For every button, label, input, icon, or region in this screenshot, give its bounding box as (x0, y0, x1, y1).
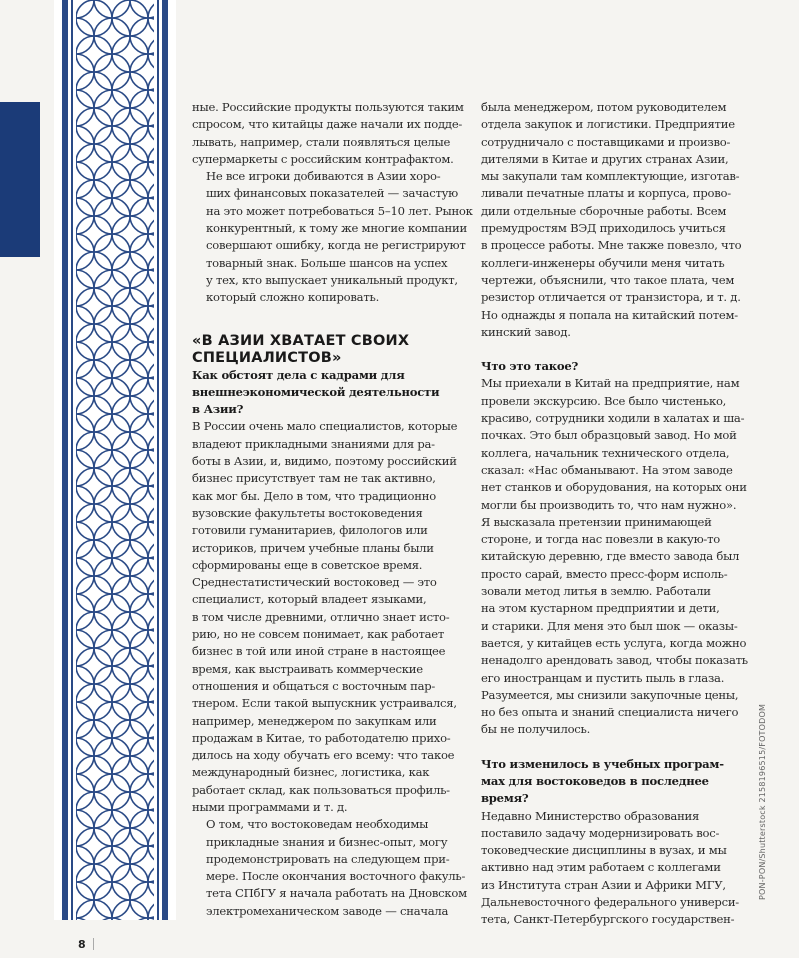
text-line: сказал: «Нас обманывают. На этом заводе (481, 462, 733, 477)
text-line: конкурентный, к тому же многие компании (206, 221, 467, 236)
text-line: «В АЗИИ ХВАТАЕТ СВОИХ (192, 332, 410, 349)
text-line: ших финансовых показателей — зачастую (206, 186, 459, 201)
text-line: супермаркеты с российским контрафактом. (192, 151, 454, 166)
text-line: рию, но не совсем понимает, как работает (192, 627, 445, 642)
text-line: спросом, что китайцы даже начали их подде- (192, 117, 463, 132)
paragraph (192, 168, 473, 306)
text-line: владеют прикладными знаниями для ра- (192, 436, 435, 451)
text-line: время, как выстраивать коммерческие (192, 661, 423, 676)
text-line: внешнеэкономической деятельности (192, 384, 440, 399)
text-line: в том числе древними, отлично знает исто- (192, 609, 450, 624)
text-line: продажам в Китае, то работодателю прихо- (192, 730, 451, 745)
border-rail (62, 0, 68, 920)
text-line: вается, у китайцев есть услуга, когда можно (481, 635, 747, 650)
left-column (192, 99, 473, 920)
text-line: была менеджером, потом руководителем (481, 100, 727, 114)
text-line: Я высказала претензии принимающей (481, 514, 712, 529)
text-line: Недавно Министерство образования (481, 808, 700, 823)
text-line: из Института стран Азии и Африки МГУ, (481, 877, 726, 892)
text-line: дителями в Китае и других странах Азии, (481, 151, 729, 166)
text-line: тнером. Если такой выпускник устраивался, (192, 696, 457, 711)
text-line: просто сарай, вместо пресс-форм исполь- (481, 566, 728, 581)
text-line: могли бы производить то, что нам нужно». (481, 497, 737, 512)
interview-question (192, 367, 454, 419)
text-line: Мы приехали в Китай на предприятие, нам (481, 376, 740, 391)
text-line: и старики. Для меня это был шок — оказы- (481, 618, 738, 633)
text-line: в Азии? (192, 402, 244, 417)
text-line: боты в Азии, и, видимо, поэтому российский (192, 454, 457, 469)
text-line: отношения и общаться с восточным пар- (192, 678, 436, 693)
text-line: время? (481, 791, 529, 806)
paragraph (192, 99, 464, 168)
text-line: отдела закупок и логистики. Предприятие (481, 117, 735, 132)
text-line: совершают ошибку, когда не регистрируют (206, 238, 466, 253)
text-line: как мог бы. Дело в том, что традиционно (192, 488, 436, 503)
text-line: Как обстоят дела с кадрами для (192, 367, 405, 382)
text-line: сотрудничало с поставщиками и произво- (481, 134, 731, 149)
text-line: стороне, и тогда нас повезли в какую-то (481, 532, 720, 547)
text-line: активно над этим работаем с коллегами (481, 860, 721, 875)
text-line: резистор отличается от транзистора, и т. д. (481, 290, 741, 305)
text-line: но без опыта и знаний специалиста ничего (481, 705, 739, 720)
text-line: зовали метод литья в землю. Работали (481, 584, 711, 599)
text-line: дилось на ходу обучать его всему: что такое (192, 748, 455, 763)
text-line: у тех, кто выпускает уникальный продукт, (206, 272, 458, 287)
text-line: на это может потребоваться 5–10 лет. Рынок (206, 203, 473, 218)
paragraph (481, 808, 747, 929)
right-column (481, 99, 747, 929)
text-line: Дальневосточного федерального универси- (481, 895, 739, 910)
page-number-divider (93, 938, 94, 950)
text-line: красиво, сотрудники ходили в халатах и ша- (481, 411, 745, 426)
text-line: В России очень мало специалистов, которые (192, 419, 458, 434)
paragraph (481, 375, 747, 738)
text-line: коллеги-инженеры обучили меня читать (481, 255, 725, 270)
interview-question (481, 358, 747, 375)
text-line: мах для востоковедов в последнее (481, 773, 709, 788)
interview-question (481, 756, 747, 808)
text-line: ненадолго арендовать завод, чтобы показать (481, 653, 748, 668)
text-line: дили отдельные сборочные работы. Всем (481, 203, 727, 218)
paragraph (192, 418, 458, 816)
text-line: тета, Санкт-Петербургского государствен- (481, 912, 735, 927)
text-line: Среднестатистический востоковед — это (192, 575, 437, 590)
paragraph (192, 816, 467, 920)
text-line: Что это такое? (481, 359, 579, 374)
text-line: специалист, который владеет языками, (192, 592, 427, 607)
text-line: ливали печатные платы и корпуса, прово- (481, 186, 731, 201)
text-line: нет станков и оборудования, на которых они (481, 480, 747, 495)
text-line: электромеханическом заводе — сначала (206, 903, 449, 918)
text-line: коллега, начальник технического отдела, (481, 445, 730, 460)
text-line: на этом кустарном предприятии и дети, (481, 601, 720, 616)
text-line: лывать, например, стали появляться целые (192, 134, 451, 149)
section-color-tab (0, 102, 40, 257)
border-rail (71, 0, 73, 920)
text-line: премудростям ВЭД приходилось учиться (481, 221, 726, 236)
text-line: СПЕЦИАЛИСТОВ» (192, 349, 342, 366)
paragraph (481, 99, 747, 341)
text-line: почках. Это был образцовый завод. Но мой (481, 428, 737, 443)
text-line: бизнес в той или иной стране в настоящее (192, 644, 446, 659)
text-line: товарный знак. Больше шансов на успех (206, 255, 448, 270)
text-line: в процессе работы. Мне также повезло, что (481, 238, 742, 253)
text-line: историков, причем учебные планы были (192, 540, 434, 555)
text-line: бизнес присутствует там не так активно, (192, 471, 436, 486)
page-number: 8 (78, 938, 86, 951)
text-line: вузовские факультеты востоковедения (192, 505, 423, 520)
border-rail (162, 0, 168, 920)
text-line: токоведческие дисциплины в вузах, и мы (481, 843, 727, 858)
text-line: мы закупали там комплектующие, изготав- (481, 169, 740, 184)
border-rail (157, 0, 159, 920)
text-line: О том, что востоковедам необходимы (206, 817, 429, 832)
text-line: готовили гуманитариев, филологов или (192, 523, 428, 538)
text-line: Не все игроки добиваются в Азии хоро- (206, 169, 441, 184)
text-line: Но однажды я попала на китайский потем- (481, 307, 738, 322)
text-line: китайскую деревню, где вместо завода был (481, 549, 740, 564)
text-line: который сложно копировать. (206, 290, 380, 305)
text-line: провели экскурсию. Все было чистенько, (481, 393, 727, 408)
text-line: Что изменилось в учебных програм- (481, 756, 724, 771)
text-line: ные. Российские продукты пользуются таким (192, 100, 464, 114)
text-line: Разумеется, мы снизили закупочные цены, (481, 687, 739, 702)
ornament-pattern-icon (54, 0, 176, 920)
section-heading (192, 333, 454, 367)
text-line: его иностранцам и пустить пыль в глаза. (481, 670, 725, 685)
text-line: поставило задачу модернизировать вос- (481, 825, 720, 840)
text-line: ными программами и т. д. (192, 799, 348, 814)
text-line: международный бизнес, логистика, как (192, 765, 430, 780)
photo-credit: PON-PON/Shutterstock 2158196515/FOTODOM (758, 703, 767, 900)
text-line: сформированы еще в советское время. (192, 557, 423, 572)
text-line: продемонстрировать на следующем при- (206, 851, 450, 866)
text-line: мере. После окончания восточного факуль- (206, 869, 466, 884)
text-line: чертежи, объяснили, что такое плата, чем (481, 272, 735, 287)
text-line: тета СПбГУ я начала работать на Дновском (206, 886, 467, 901)
text-line: прикладные знания и бизнес-опыт, могу (206, 834, 448, 849)
text-line: например, менеджером по закупкам или (192, 713, 437, 728)
text-line: работает склад, как пользоваться профиль- (192, 782, 450, 797)
text-line: бы не получилось. (481, 722, 591, 737)
text-line: кинский завод. (481, 324, 571, 339)
decorative-pattern-strip (54, 0, 176, 920)
